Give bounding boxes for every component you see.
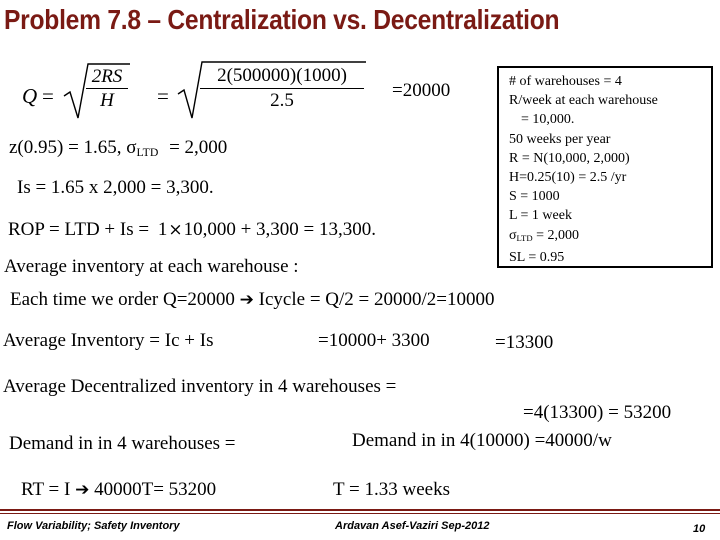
footer-author-date: Ardavan Asef-Vaziri Sep-2012 [335, 520, 490, 532]
info-demand-per-week: R/week at each warehouse [509, 93, 658, 109]
page-number: 10 [693, 523, 706, 535]
footer-rule [0, 509, 720, 511]
rop-text-b: 1 [157, 219, 168, 240]
footer-rule-thin [0, 513, 720, 514]
info-lead-time: L = 1 week [509, 208, 572, 224]
info-weeks-per-year: 50 weeks per year [509, 131, 611, 147]
arrow-right-icon: ➔ [75, 480, 90, 500]
info-setup-cost: S = 1000 [509, 189, 560, 205]
info-sigma: σ [509, 227, 517, 243]
throughput-line [21, 479, 216, 501]
footer-course: Flow Variability; Safety Inventory [7, 520, 180, 532]
z-sigma-subscript: LTD [136, 145, 159, 159]
info-sigma-ltd [509, 226, 711, 248]
formula-equals-2: = [157, 84, 169, 108]
formula-q: Q [22, 84, 38, 108]
fraction-2-numerator: 2(500000)(1000) [217, 65, 347, 86]
z-value-tail: = 2,000 [169, 137, 228, 158]
formula-equals-1: = [42, 84, 54, 108]
demand-line-a: Demand in in 4 warehouses = [9, 433, 236, 454]
rt-text-a: RT = I [21, 479, 71, 500]
formula-result: =20000 [392, 80, 451, 101]
rt-text-b: 40000T= 53200 [94, 479, 217, 500]
times-sign: × [168, 220, 183, 240]
demand-line-b: Demand in in 4(10000) =40000/w [352, 430, 612, 451]
z-value-text: z(0.95) = 1.65, σ [9, 137, 137, 158]
info-holding-cost: H=0.25(10) = 2.5 /yr [509, 170, 627, 186]
avg-inventory-line-a: Average Inventory = Ic + Is [3, 330, 214, 351]
fraction-2-denominator: 2.5 [270, 90, 294, 111]
slide-title: Problem 7.8 – Centralization vs. Decentralization [4, 4, 560, 35]
rop-text-c: 10,000 + 3,300 = 13,300. [183, 219, 376, 240]
arrow-right-icon: ➔ [239, 290, 254, 310]
flow-time-result: T = 1.33 weeks [333, 479, 450, 500]
info-sigma-subscript: LTD [516, 232, 533, 243]
info-warehouses: # of warehouses = 4 [509, 74, 622, 89]
safety-stock-line: Is = 1.65 x 2,000 = 3,300. [17, 177, 214, 198]
decentral-inventory-line: Average Decentralized inventory in 4 warehouses = [3, 376, 397, 397]
info-sigma-value: = 2,000 [532, 227, 580, 243]
avg-inventory-line-b: =10000+ 3300 [318, 330, 430, 351]
rop-line [8, 219, 376, 241]
fraction-1-denominator: H [100, 90, 114, 111]
avg-inventory-heading: Average inventory at each warehouse : [4, 256, 299, 277]
decentral-inventory-result: =4(13300) = 53200 [523, 402, 672, 423]
cycle-inventory-line [10, 289, 495, 311]
cycle-text-b: Icycle = Q/2 = 20000/2=10000 [258, 289, 495, 310]
rop-text-a: ROP = LTD + Is = [8, 219, 150, 240]
given-data-box [497, 66, 713, 268]
fraction-2 [200, 64, 364, 113]
info-demand-distribution: R = N(10,000, 2,000) [509, 150, 630, 166]
cycle-text-a: Each time we order Q=20000 [10, 289, 235, 310]
info-demand-value: = 10,000. [521, 112, 575, 128]
fraction-1 [86, 66, 128, 113]
info-service-level: SL = 0.95 [509, 249, 565, 265]
fraction-1-numerator: 2RS [91, 66, 123, 87]
z-value-line [9, 137, 227, 160]
avg-inventory-line-c: =13300 [495, 332, 554, 353]
